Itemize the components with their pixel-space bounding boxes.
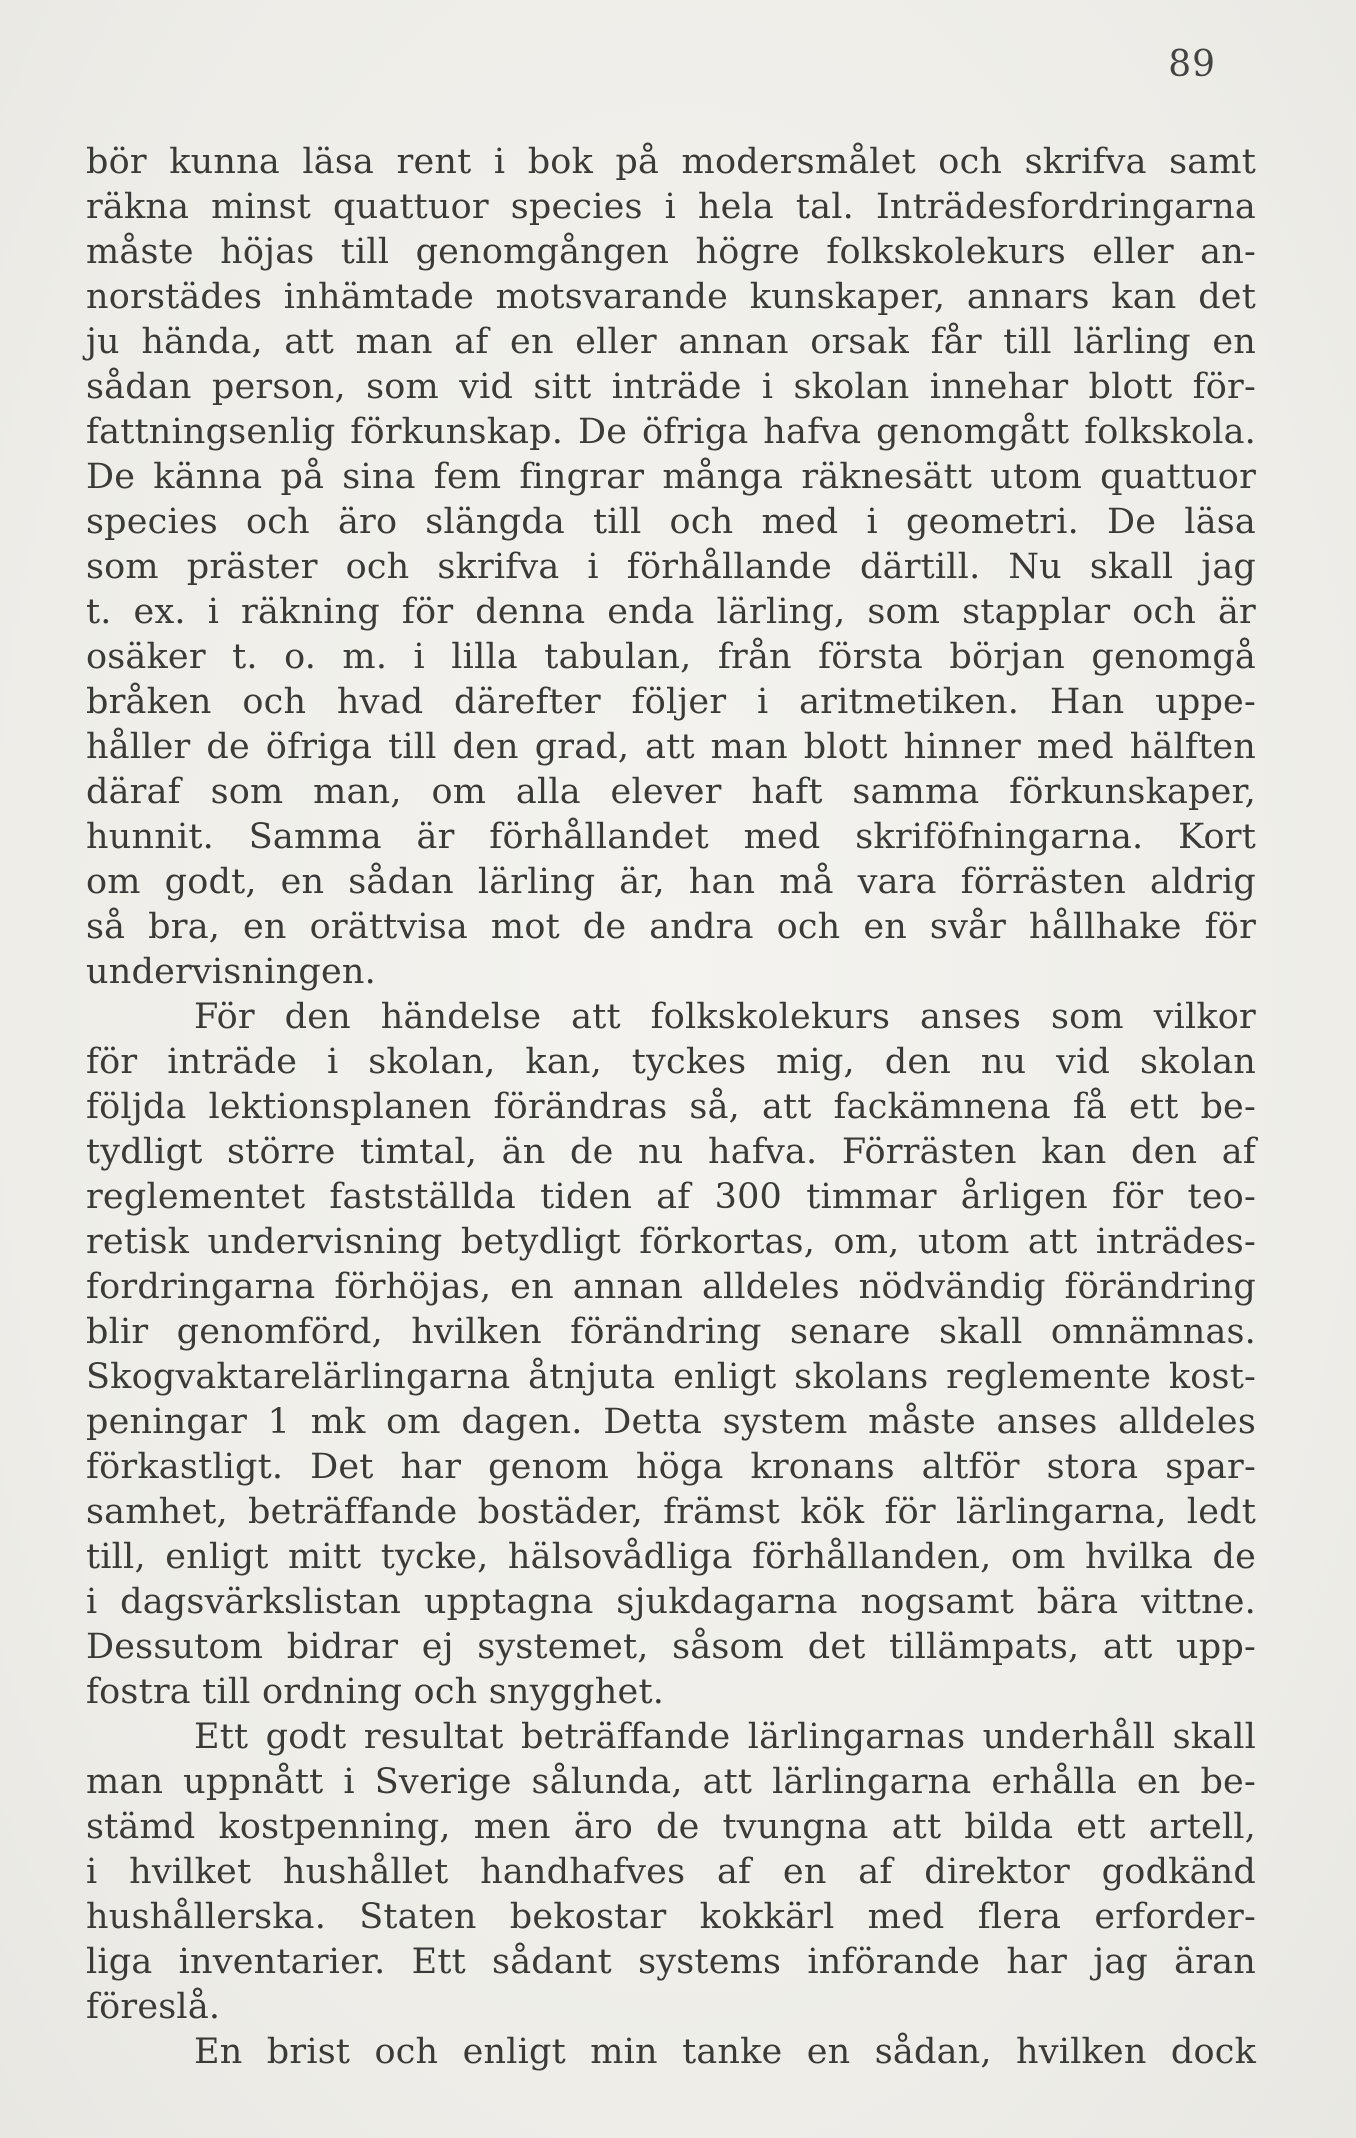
text-line: som präster och skrifva i förhållande därtill. Nu skall jag	[86, 547, 1256, 587]
body-text	[86, 140, 1256, 2075]
text-line: hunnit. Samma är förhållandet med skriföfningarna. Kort	[86, 817, 1256, 857]
text-line: blir genomförd, hvilken förändring senare skall omnämnas.	[86, 1312, 1256, 1352]
text-line: De känna på sina fem fingrar många räknesätt utom quattuor	[86, 457, 1256, 497]
text-line: för inträde i skolan, kan, tyckes mig, den nu vid skolan	[86, 1042, 1256, 1082]
text-line: stämd kostpenning, men äro de tvungna att bilda ett artell,	[86, 1807, 1256, 1847]
text-line: peningar 1 mk om dagen. Detta system måste anses alldeles	[86, 1402, 1256, 1442]
text-line: tydligt större timtal, än de nu hafva. Förrästen kan den af	[86, 1132, 1256, 1172]
text-line: föreslå.	[86, 1987, 221, 2027]
text-line: fostra till ordning och snygghet.	[86, 1672, 665, 1712]
text-line: håller de öfriga till den grad, att man blott hinner med hälften	[86, 727, 1256, 767]
text-line: måste höjas till genomgången högre folkskolekurs eller an-	[86, 232, 1256, 272]
text-line: retisk undervisning betydligt förkortas, om, utom att inträdes-	[86, 1222, 1256, 1262]
text-line: förkastligt. Det har genom höga kronans altför stora spar-	[86, 1447, 1256, 1487]
text-line: i hvilket hushållet handhafves af en af direktor godkänd	[86, 1852, 1256, 1892]
text-line: bråken och hvad därefter följer i aritmetiken. Han uppe-	[86, 682, 1256, 722]
text-line: fattningsenlig förkunskap. De öfriga hafva genomgått folkskola.	[86, 412, 1256, 452]
text-line: liga inventarier. Ett sådant systems införande har jag äran	[86, 1942, 1256, 1982]
text-line: Dessutom bidrar ej systemet, såsom det tillämpats, att upp-	[86, 1627, 1256, 1667]
text-line: i dagsvärkslistan upptagna sjukdagarna nogsamt bära vittne.	[86, 1582, 1256, 1622]
text-line: om godt, en sådan lärling är, han må vara förrästen aldrig	[86, 862, 1256, 902]
text-line: ju hända, att man af en eller annan orsak får till lärling en	[86, 322, 1256, 362]
text-line: species och äro slängda till och med i geometri. De läsa	[86, 502, 1256, 542]
text-line: man uppnått i Sverige sålunda, att lärlingarna erhålla en be-	[86, 1762, 1256, 1802]
text-line: samhet, beträffande bostäder, främst kök för lärlingarna, ledt	[86, 1492, 1256, 1532]
text-line: osäker t. o. m. i lilla tabulan, från första början genomgå	[86, 637, 1256, 677]
text-line: undervisningen.	[86, 952, 376, 992]
text-line: däraf som man, om alla elever haft samma förkunskaper,	[86, 772, 1256, 812]
text-line: hushållerska. Staten bekostar kokkärl med flera erforder-	[86, 1897, 1256, 1937]
text-line: till, enligt mitt tycke, hälsovådliga förhållanden, om hvilka de	[86, 1537, 1256, 1577]
text-line: Skogvaktarelärlingarna åtnjuta enligt skolans reglemente kost-	[86, 1357, 1256, 1397]
text-line: fordringarna förhöjas, en annan alldeles nödvändig förändring	[86, 1267, 1256, 1307]
text-line: bör kunna läsa rent i bok på modersmålet och skrifva samt	[86, 142, 1256, 182]
text-line: följda lektionsplanen förändras så, att fackämnena få ett be-	[86, 1087, 1256, 1127]
text-line: Ett godt resultat beträffande lärlingarnas underhåll skall	[194, 1717, 1256, 1757]
text-line: sådan person, som vid sitt inträde i skolan innehar blott för-	[86, 367, 1256, 407]
text-line: reglementet fastställda tiden af 300 timmar årligen för teo-	[86, 1177, 1256, 1217]
text-line: så bra, en orättvisa mot de andra och en svår hållhake för	[86, 907, 1256, 947]
page-number: 89	[1168, 44, 1216, 85]
text-line: t. ex. i räkning för denna enda lärling, som stapplar och är	[86, 592, 1256, 632]
text-line: räkna minst quattuor species i hela tal. Inträdesfordringarna	[86, 187, 1256, 227]
text-line: norstädes inhämtade motsvarande kunskaper, annars kan det	[86, 277, 1256, 317]
text-line: För den händelse att folkskolekurs anses som vilkor	[194, 997, 1256, 1037]
text-line: En brist och enligt min tanke en sådan, hvilken dock	[194, 2032, 1256, 2072]
